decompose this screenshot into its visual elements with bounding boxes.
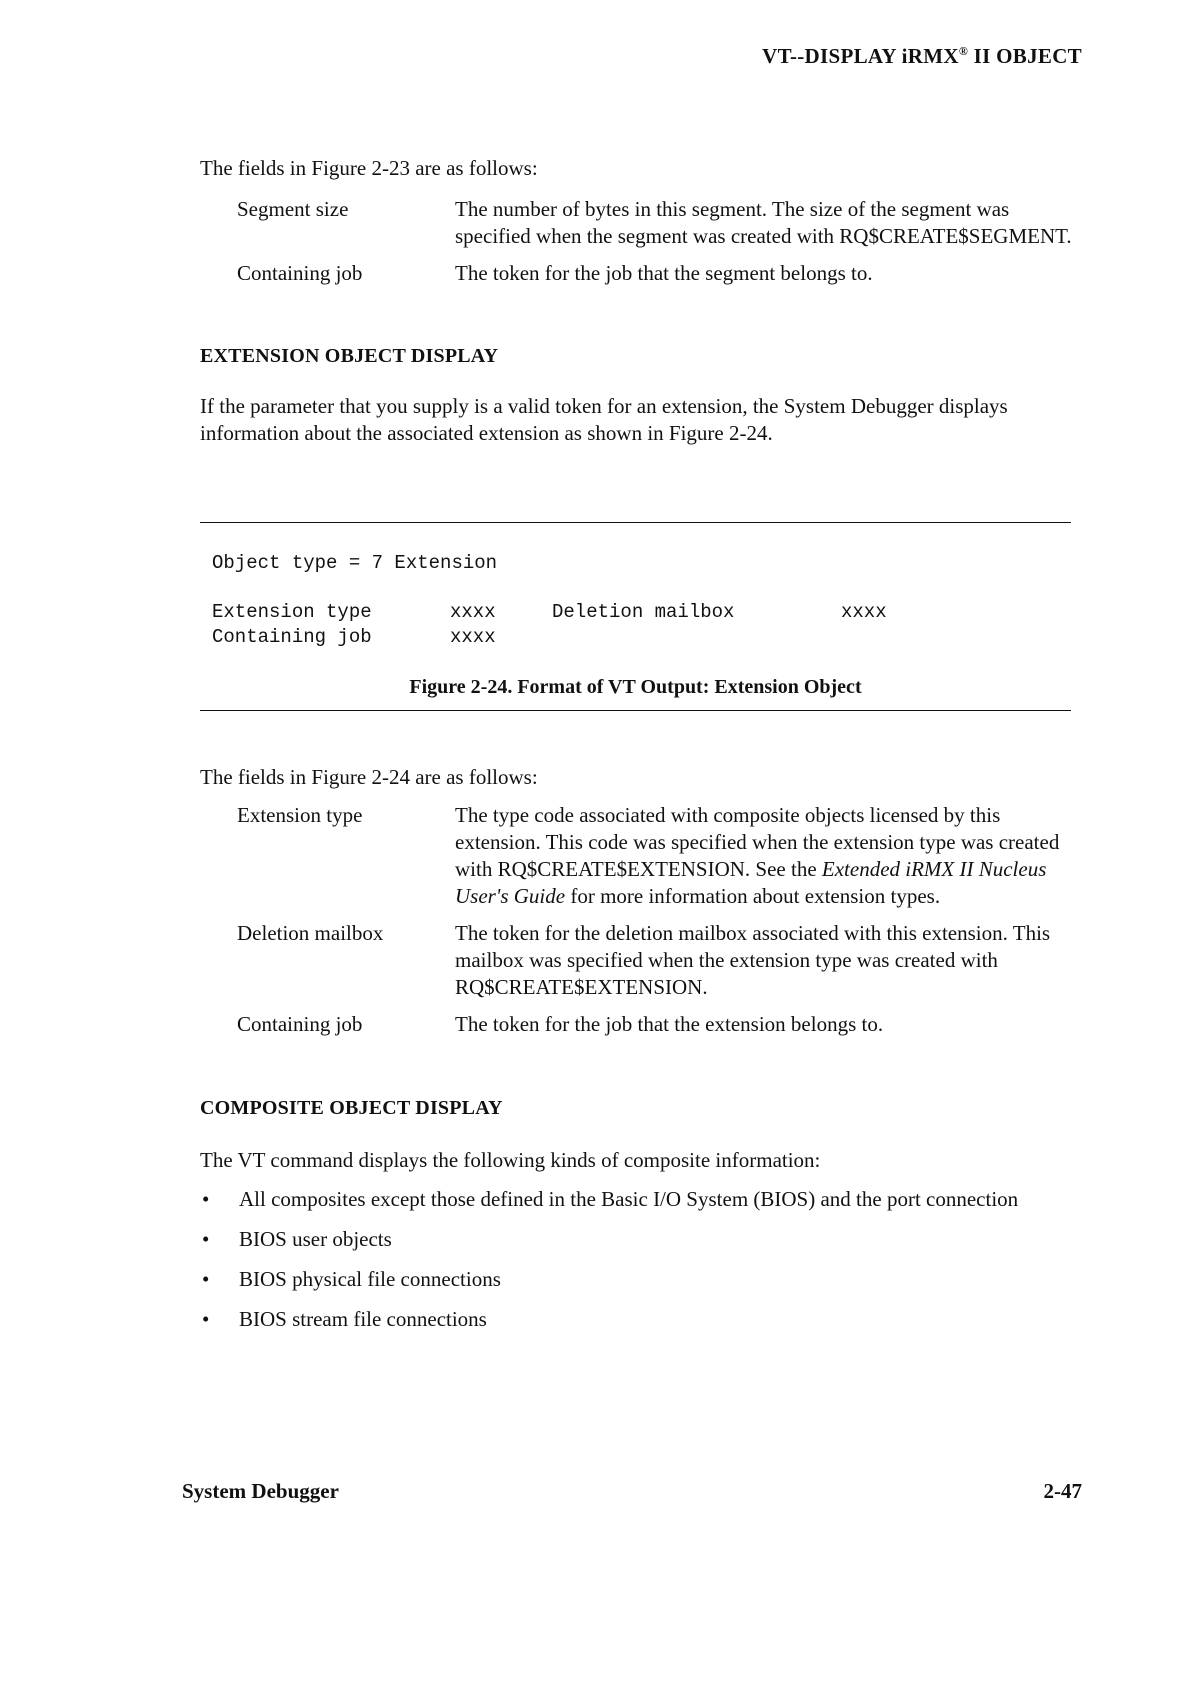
page-number: 2-47 (1043, 1479, 1082, 1503)
paragraph-composite-intro: The VT command displays the following kinds of composite information: (200, 1148, 821, 1172)
figure-bottom-rule (200, 710, 1071, 711)
figure-containing-job-value: xxxx (450, 626, 496, 648)
figure-ext-type-label: Extension type (212, 601, 372, 623)
book-title: Extended iRMX II Nucleus User's Guide (455, 857, 1047, 908)
footer-title: System Debugger (182, 1479, 339, 1503)
header-text: VT--DISPLAY iRMX (762, 44, 959, 68)
definition-desc: The number of bytes in this segment. The size of the segment was specified when the segment was created with RQ$CREATE$SEGMENT. (455, 197, 1072, 248)
section-heading-extension: EXTENSION OBJECT DISPLAY (200, 345, 499, 367)
definition-row (237, 260, 1087, 287)
intro-paragraph-1: The fields in Figure 2-23 are as follows: (200, 156, 538, 180)
desc-part: The type code associated with composite objects licensed by this extension. This code was specified when the extension type was created with RQ$CREATE$EXTENSION. See the (455, 803, 1060, 881)
bullet-icon: • (202, 1307, 210, 1331)
bullet-icon: • (202, 1267, 210, 1291)
definition-list-2 (237, 802, 1087, 1048)
list-item-text: BIOS stream file connections (239, 1307, 487, 1331)
paragraph-extension-intro: If the parameter that you supply is a valid token for an extension, the System Debugger displays information about the associated extension as shown in Figure 2-24. (200, 394, 1008, 445)
definition-row (237, 802, 1087, 910)
definition-desc: The token for the job that the segment belongs to. (455, 261, 873, 285)
list-item (200, 1226, 1080, 1253)
definition-term: Containing job (237, 261, 363, 285)
definition-term: Containing job (237, 1012, 363, 1036)
figure-object-type-line: Object type = 7 Extension (212, 552, 498, 574)
figure-deletion-mailbox-value: xxxx (841, 601, 887, 623)
definition-list-1 (237, 196, 1087, 297)
bullet-icon: • (202, 1227, 210, 1251)
figure-ext-type-value: xxxx (450, 601, 496, 623)
list-item (200, 1266, 1080, 1293)
definition-term: Extension type (237, 803, 363, 827)
definition-row (237, 920, 1087, 1001)
header-text-suffix: II OBJECT (968, 44, 1082, 68)
list-item (200, 1186, 1080, 1213)
running-header (762, 44, 1082, 69)
intro-paragraph-2: The fields in Figure 2-24 are as follows: (200, 765, 538, 789)
definition-term: Segment size (237, 197, 349, 221)
definition-desc: The token for the job that the extension belongs to. (455, 1012, 884, 1036)
list-item-text: BIOS user objects (239, 1227, 392, 1251)
figure-deletion-mailbox-label: Deletion mailbox (552, 601, 735, 623)
desc-part: for more information about extension types. (565, 884, 941, 908)
definition-row (237, 196, 1087, 250)
section-heading-composite: COMPOSITE OBJECT DISPLAY (200, 1097, 503, 1119)
figure-top-rule (200, 522, 1071, 523)
registered-mark: ® (958, 44, 969, 58)
list-item-text: All composites except those defined in the Basic I/O System (BIOS) and the port connection (239, 1187, 1019, 1211)
bullet-icon: • (202, 1187, 210, 1211)
bullet-list (200, 1186, 1080, 1346)
definition-desc (455, 802, 1087, 910)
definition-row (237, 1011, 1087, 1038)
figure-containing-job-label: Containing job (212, 626, 372, 648)
figure-caption: Figure 2-24. Format of VT Output: Extension Object (409, 676, 862, 698)
list-item (200, 1306, 1080, 1333)
definition-desc: The token for the deletion mailbox associated with this extension. This mailbox was specified when the extension type was created with RQ$CREATE$EXTENSION. (455, 921, 1051, 999)
list-item-text: BIOS physical file connections (239, 1267, 501, 1291)
definition-term: Deletion mailbox (237, 921, 384, 945)
